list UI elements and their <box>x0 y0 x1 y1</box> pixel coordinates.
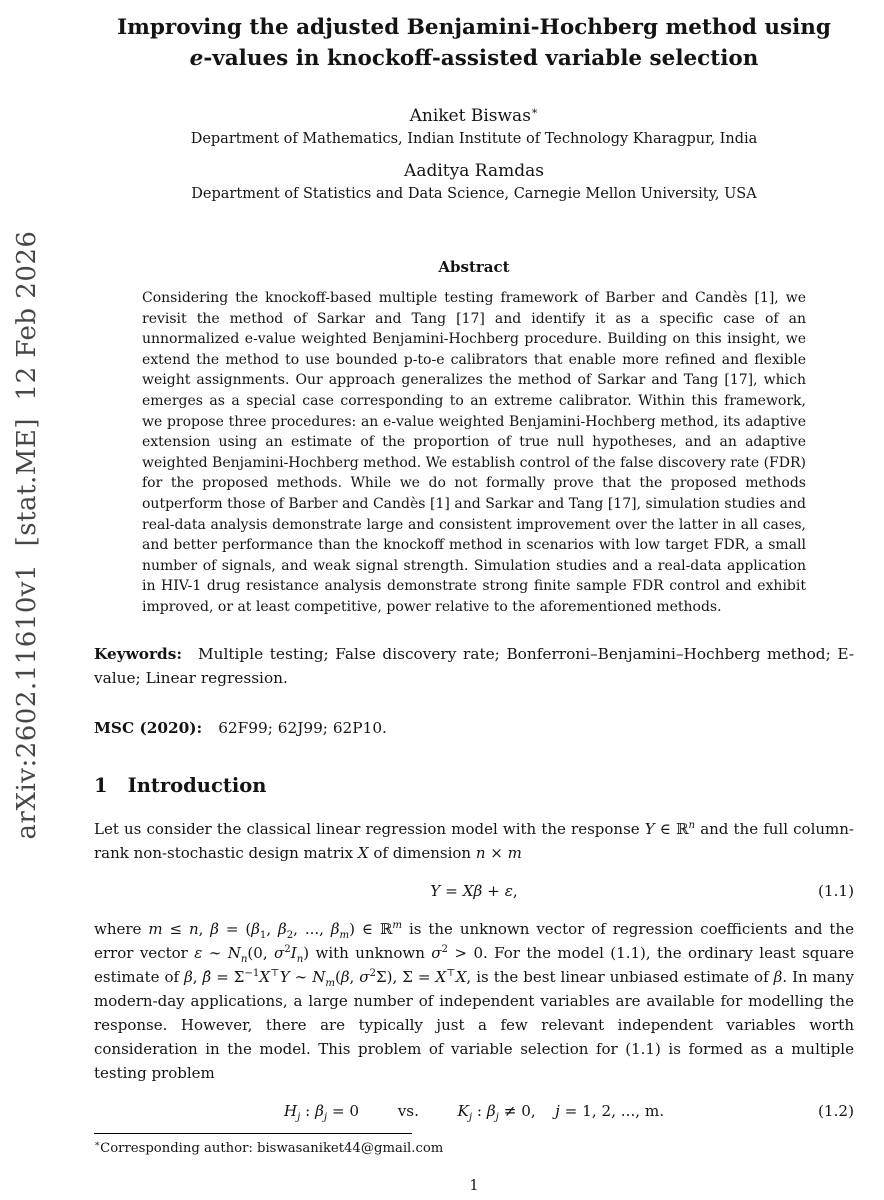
author-block <box>94 106 854 202</box>
equation-1-2-number: (1.2) <box>817 1101 854 1120</box>
keywords-label: Keywords: <box>94 644 182 663</box>
equation-1-1-number: (1.1) <box>817 881 854 900</box>
author-2-affiliation: Department of Statistics and Data Science, Carnegie Mellon University, USA <box>191 186 757 202</box>
keywords-line <box>94 642 854 690</box>
footnote-rule <box>94 1133 412 1134</box>
paper-title-line2-italic: e <box>189 46 204 71</box>
equation-1-2 <box>94 1101 854 1123</box>
author-1 <box>94 106 854 147</box>
msc-text: 62F99; 62J99; 62P10. <box>218 718 387 737</box>
arxiv-watermark: arXiv:2602.11610v1 [stat.ME] 12 Feb 2026 <box>12 230 42 840</box>
abstract-text: Considering the knockoff-based multiple testing framework of Barber and Candès [1], we revisit the method of Sarkar and Tang [17] and identify it as a specific case of an unnormalized e-value weighted Benjamini-Hochberg procedure. Building on this insight, we extend the method to use bounded p-to-e calibrators that enable more refined and flexible weight assignments. Our approach generalizes the method of Sarkar and Tang [17], which emerges as a special case corresponding to an extreme calibrator. Within this framework, we propose three procedures: an e-value weighted Benjamini-Hochberg method, its adaptive extension using an estimate of the proportion of true null hypotheses, and an adaptive weighted Benjamini-Hochberg method. We establish control of the false discovery rate (FDR) for the proposed methods. While we do not formally prove that the proposed methods outperform those of Barber and Candès [1] and Sarkar and Tang [17], simulation studies and real-data analysis demonstrate large and consistent improvement over the latter in all cases, and better performance than the knockoff method in scenarios with low target FDR, a small number of signals, and weak signal strength. Simulation studies and a real-data application in HIV-1 drug resistance analysis demonstrate strong finite sample FDR control and exhibit improved, or at least competitive, power relative to the aforementioned methods. <box>142 290 806 615</box>
section-heading-introduction <box>94 774 854 797</box>
author-1-affiliation: Department of Mathematics, Indian Institute of Technology Kharagpur, India <box>190 131 758 147</box>
author-1-name: Aniket Biswas∗ <box>409 104 539 126</box>
abstract-section <box>94 258 854 618</box>
keywords-text: Multiple testing; False discovery rate; Bonferroni–Benjamini–Hochberg method; E-value; Linear regression. <box>94 644 854 687</box>
footnote-corresponding-author: ∗Corresponding author: biswasaniket44@gmail.com <box>94 1139 444 1156</box>
paper-title <box>94 12 854 74</box>
page-number: 1 <box>469 1178 479 1194</box>
equation-1-1-body: Y = Xβ + ε, <box>430 881 518 900</box>
msc-line <box>94 716 854 740</box>
author-2 <box>94 161 854 202</box>
section-title: Introduction <box>127 773 267 797</box>
paper-title-line1: Improving the adjusted Benjamini-Hochberg method using <box>117 15 831 40</box>
intro-paragraph-1: Let us consider the classical linear regression model with the response Y ∈ ℝ$^n$ and the full column-rank non-stochastic design matrix X of dimension n × m <box>94 819 854 862</box>
author-2-name: Aaditya Ramdas <box>404 161 544 181</box>
footnote-block <box>94 1133 854 1156</box>
paper-title-line2-rest: -values in knockoff-assisted variable selection <box>203 46 759 71</box>
section-number: 1 <box>94 773 108 797</box>
abstract-heading: Abstract <box>438 258 510 276</box>
msc-label: MSC (2020): <box>94 718 203 737</box>
intro-paragraph-2: where m ≤ n, $\beta = (\beta_1$, $\beta_2$, ..., $\beta_m$) ∈ ℝ$^m$ is the unknown vector of regression coefficients and the error vector ε ∼ $N_n(0$, $\sigma^2I_n$) with unknown $\sigma^2 > 0$. For the model (1.1), the ordinary least square estimate of β, β̂ = $\Sigma^{-1}X^⊤Y$ ∼ $N_m(\beta$, $\sigma^2\Sigma$), Σ = X⊤X, is the best linear unbiased estimate of β. In many modern-day applications, a large number of independent variables are available for modelling the response. However, there are typically just a few relevant independent variables worth consideration in the model. This problem of variable selection for (1.1) is formed as a multiple testing problem <box>94 919 855 1082</box>
equation-1-2-body: $H_j$ : $\beta_j = 0$ vs. $K_j$ : $\beta_j \ne 0$, j = 1, 2, ..., m. <box>283 1101 665 1123</box>
equation-1-1 <box>94 882 854 900</box>
